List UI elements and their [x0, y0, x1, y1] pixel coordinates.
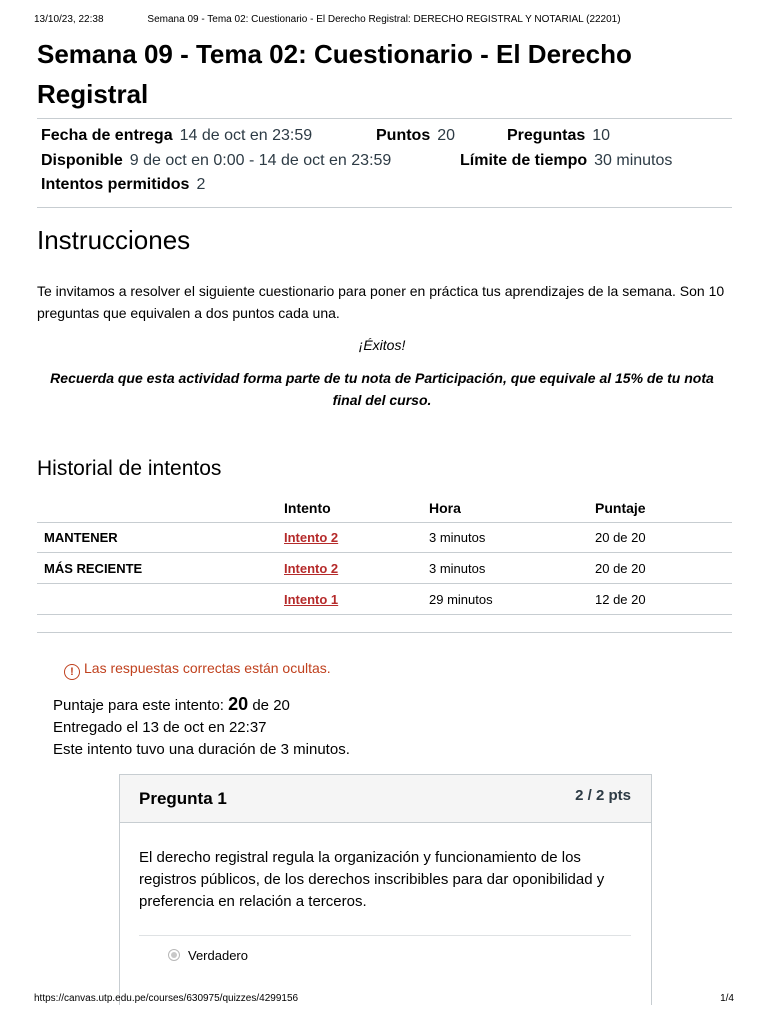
- submitted-at: Entregado el 13 de oct en 22:37: [53, 719, 267, 736]
- instructions-heading: Instrucciones: [37, 225, 191, 255]
- attempt-score: 20 de 20: [595, 561, 646, 576]
- answer-label: Verdadero: [188, 948, 248, 963]
- due-date: [41, 127, 312, 145]
- instructions-paragraph: Te invitamos a resolver el siguiente cuestionario para poner en práctica tus aprendizajes de la semana. Son 10 preguntas que equivalen a dos puntos cada una.: [37, 283, 725, 321]
- print-footer: [0, 993, 768, 1007]
- time-limit-label: Límite de tiempo: [460, 152, 588, 169]
- print-header: [0, 14, 768, 30]
- table-row: [37, 553, 732, 584]
- column-header-time: Hora: [429, 500, 461, 516]
- column-header-score: Puntaje: [595, 500, 646, 516]
- instructions-cheer: ¡Éxitos!: [358, 337, 406, 353]
- attempt-score: [53, 694, 290, 715]
- attempt-score: 20 de 20: [595, 530, 646, 545]
- question-card: [119, 774, 652, 1005]
- attempt-link[interactable]: Intento 2: [284, 530, 339, 545]
- alert-text: Las respuestas correctas están ocultas.: [84, 660, 331, 676]
- radio-button[interactable]: [168, 949, 180, 961]
- available-label: Disponible: [41, 152, 123, 169]
- divider: [37, 207, 732, 208]
- available-window: [41, 152, 391, 170]
- attempt-time: 29 minutos: [429, 592, 493, 607]
- table-header: [37, 493, 732, 523]
- points: [376, 127, 455, 145]
- attempt-link[interactable]: Intento 1: [284, 592, 339, 607]
- instructions-note: Recuerda que esta actividad forma parte de tu nota de Participación, que equivale al 15% de tu nota final del curso.: [50, 370, 714, 408]
- question-header: [120, 775, 651, 823]
- print-page-number: 1/4: [720, 993, 734, 1004]
- print-url: https://canvas.utp.edu.pe/courses/630975/quizzes/4299156: [34, 993, 299, 1004]
- print-datetime: 13/10/23, 22:38: [34, 14, 104, 25]
- page-title: Semana 09 - Tema 02: Cuestionario - El Derecho Registral: [37, 39, 632, 109]
- column-header-attempt: Intento: [284, 500, 331, 516]
- attempt-score: 12 de 20: [595, 592, 646, 607]
- attempt-duration: Este intento tuvo una duración de 3 minutos.: [53, 741, 350, 758]
- attempt-link[interactable]: Intento 2: [284, 561, 339, 576]
- questions-value: 10: [592, 127, 611, 144]
- score-prefix: Puntaje para este intento:: [53, 697, 224, 714]
- table-row: [37, 584, 732, 615]
- points-label: Puntos: [376, 127, 431, 144]
- due-date-value: 14 de oct en 23:59: [179, 127, 313, 144]
- divider: [37, 632, 732, 633]
- points-value: 20: [437, 127, 456, 144]
- allowed-attempts: [41, 176, 205, 194]
- score-value: 20: [228, 694, 249, 714]
- attempt-history-heading: Historial de intentos: [37, 457, 222, 480]
- print-page-title: Semana 09 - Tema 02: Cuestionario - El Derecho Registral: DERECHO REGISTRAL Y NOTARIAL (22201): [147, 14, 621, 25]
- questions-label: Preguntas: [507, 127, 586, 144]
- attempt-time: 3 minutos: [429, 530, 486, 545]
- answer-option: [168, 948, 248, 963]
- time-limit-value: 30 minutos: [594, 152, 673, 169]
- due-date-label: Fecha de entrega: [41, 127, 173, 144]
- divider: [37, 118, 732, 119]
- answers-hidden-alert: [64, 660, 331, 680]
- attempt-time: 3 minutos: [429, 561, 486, 576]
- allowed-attempts-label: Intentos permitidos: [41, 176, 190, 193]
- available-value: 9 de oct en 0:00 - 14 de oct en 23:59: [129, 152, 392, 169]
- question-title: Pregunta 1: [139, 789, 227, 808]
- row-label: MÁS RECIENTE: [44, 561, 143, 576]
- divider: [139, 935, 631, 936]
- question-text: El derecho registral regula la organización y funcionamiento de los registros públicos, de los derechos inscribibles para dar oponibilidad y preferencia en relación a terceros.: [139, 849, 605, 910]
- question-points: 2 / 2 pts: [575, 787, 631, 804]
- row-label: MANTENER: [44, 530, 118, 545]
- time-limit: [460, 152, 672, 170]
- questions-count: [507, 127, 610, 145]
- allowed-attempts-value: 2: [196, 176, 206, 193]
- table-row: [37, 522, 732, 553]
- score-suffix: de 20: [252, 697, 290, 714]
- warning-icon: !: [64, 664, 80, 680]
